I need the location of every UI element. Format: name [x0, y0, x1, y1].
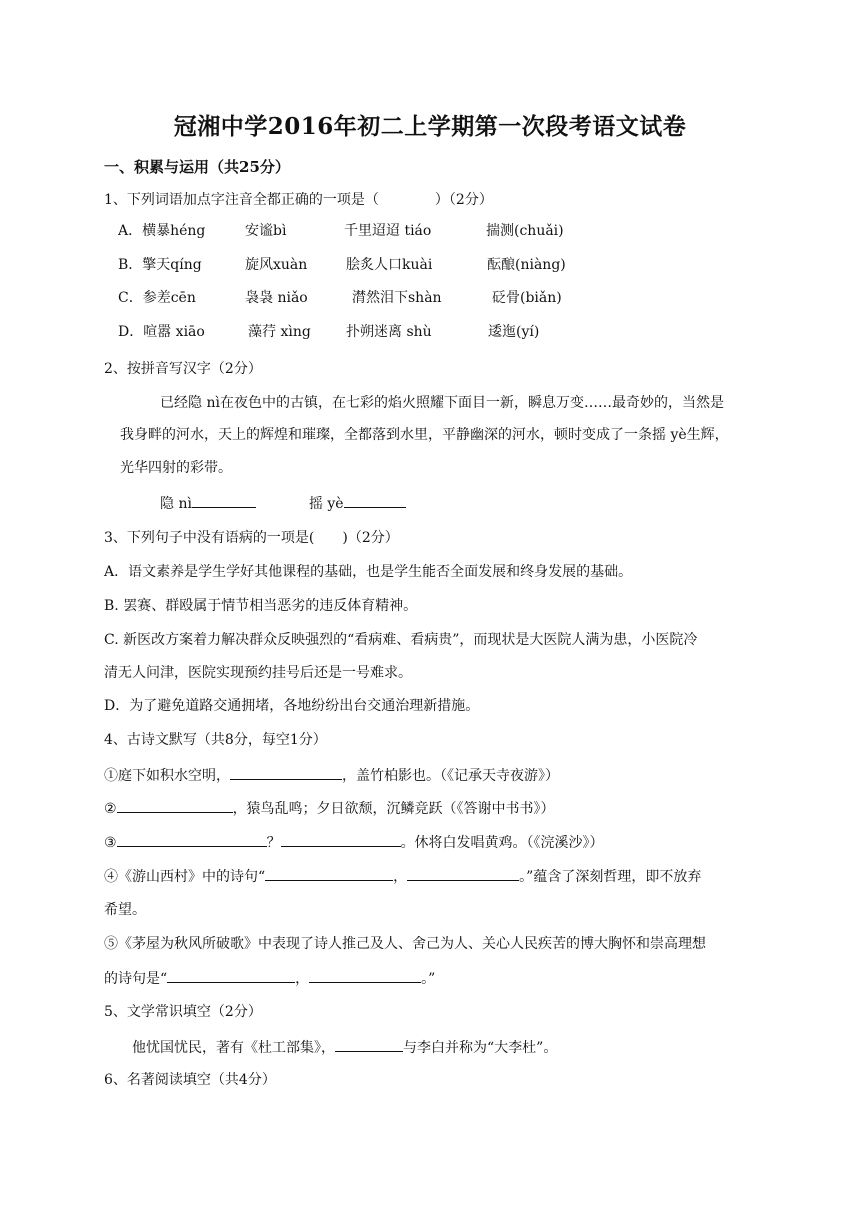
q1-c-item-2: 袅袅 niǎo: [245, 290, 308, 306]
page-title: 冠湘中学2016年初二上学期第一次段考语文试卷: [173, 113, 687, 140]
q2-paragraph-line-2: 我身畔的河水，天上的辉煌和璀璨，全都落到水里，平静幽深的河水，顿时变成了一条摇 yè生辉，: [120, 427, 729, 443]
q2-paragraph-line-3: 光华四射的彩带。: [120, 460, 232, 476]
q1-c-item-3: 潸然泪下shàn: [352, 290, 442, 306]
q4-item-2-text-b: ，猿鸟乱鸣；夕日欲颓，沉鳞竞跃（《答谢中书书》）: [232, 801, 555, 817]
q3-option-a: A．语文素养是学生学好其他课程的基础，也是学生能否全面发展和终身发展的基础。: [104, 564, 633, 580]
q1-a-item-1: A．横暴héng: [118, 223, 206, 239]
q4-item-5-blank-1[interactable]: [167, 968, 295, 983]
q5-text-b: 与李白并称为“大李杜”。: [403, 1040, 558, 1056]
q3-option-c-line-2: 清无人问津，医院实现预约挂号后还是一号难求。: [104, 665, 412, 681]
q4-item-4-blank-2[interactable]: [407, 866, 519, 881]
q5-text-a: 他忧国忧民，著有《杜工部集》，: [132, 1040, 335, 1056]
q1-c-item-1: C．参差cēn: [118, 290, 196, 306]
q1-a-item-2: 安谧bì: [245, 223, 287, 239]
q2-answer-2-label: 摇 yè: [308, 496, 344, 512]
q4-item-1-blank[interactable]: [230, 765, 342, 780]
q4-item-5-text-b: ，: [295, 971, 310, 987]
q3-option-b: B. 罢赛、群殴属于情节相当恶劣的违反体育精神。: [104, 598, 418, 614]
q4-item-3-blank-1[interactable]: [117, 832, 267, 847]
q1-b-item-4: 酝酿(niàng): [487, 257, 566, 273]
q4-item-4-text-c: 。”蕴含了深刻哲理，即不放弃: [519, 869, 702, 885]
q4-item-4-text-b: ，: [393, 869, 408, 885]
q1-b-item-2: 旋风xuàn: [245, 257, 308, 273]
q1-option-b: [118, 255, 566, 275]
q2-paragraph-line-1: 已经隐 nì在夜色中的古镇，在七彩的焰火照耀下面目一新，瞬息万变……最奇妙的，当然是: [160, 395, 724, 411]
q1-option-c: [118, 288, 562, 308]
q5-blank[interactable]: [335, 1037, 403, 1052]
q4-item-5-blank-2[interactable]: [309, 968, 421, 983]
question-5-stem: 5、文学常识填空（2分）: [104, 1004, 262, 1020]
q1-option-a: [118, 221, 564, 241]
question-2-stem: 2、按拼音写汉字（2分）: [104, 361, 262, 377]
q4-item-2-text-a: ②: [104, 801, 117, 817]
q1-a-item-4: 揣测(chuǎi): [486, 223, 564, 239]
question-1-stem: 1、下列词语加点字注音全都正确的一项是（ ）（2分）: [104, 192, 493, 208]
q1-b-item-3: 脍炙人口kuài: [346, 257, 433, 273]
q1-a-item-3: 千里迢迢 tiáo: [344, 223, 432, 239]
q4-item-3-text-c: 。休将白发唱黄鸡。（《浣溪沙》）: [400, 835, 604, 851]
q1-option-d: [118, 322, 539, 342]
q3-option-c-line-1: C. 新医改方案着力解决群众反映强烈的“看病难、看病贵”，而现状是大医院人满为患，小医院冷: [104, 632, 698, 648]
q4-item-3: [104, 832, 604, 853]
q4-item-5-line-2: [104, 968, 435, 989]
q4-item-4-text-a: ④《游山西村》中的诗句“: [104, 869, 266, 885]
q1-d-item-1: D．喧嚣 xiāo: [118, 324, 205, 340]
q1-d-item-4: 逶迤(yí): [488, 324, 540, 340]
q4-item-5-text-c: 。”: [421, 971, 436, 987]
q4-item-3-blank-2[interactable]: [281, 832, 401, 847]
q4-item-5-line-1: ⑤《茅屋为秋风所破歌》中表现了诗人推己及人、舍己为人、关心人民疾苦的博大胸怀和崇高理想: [104, 936, 706, 952]
q5-answer-line: [132, 1037, 557, 1058]
q1-d-item-2: 藻荇 xìng: [248, 324, 311, 340]
q2-answer-2-blank[interactable]: [344, 493, 406, 508]
q2-answer-1-blank[interactable]: [192, 493, 256, 508]
q1-b-item-1: B．擎天qíng: [118, 257, 202, 273]
q2-answer-1-label: 隐 nì: [160, 496, 192, 512]
q4-item-2-blank[interactable]: [117, 798, 233, 813]
q4-item-4-continued: 希望。: [104, 902, 146, 918]
q4-item-3-text-a: ③: [104, 835, 117, 851]
q4-item-2: [104, 798, 555, 819]
q4-item-4: [104, 866, 701, 887]
q4-item-1: [104, 765, 559, 786]
section-heading: 一、积累与运用（共25分）: [104, 158, 290, 176]
q4-item-3-text-b: ？: [266, 835, 281, 851]
question-3-stem: 3、下列句子中没有语病的一项是( )（2分）: [104, 530, 399, 546]
q4-item-4-blank-1[interactable]: [265, 866, 393, 881]
q4-item-5-text-a: 的诗句是“: [104, 971, 168, 987]
q2-answer-row: [160, 493, 406, 514]
q1-c-item-4: 砭骨(biǎn): [492, 290, 562, 306]
question-6-stem: 6、名著阅读填空（共4分）: [104, 1072, 276, 1088]
question-4-stem: 4、古诗文默写（共8分，每空1分）: [104, 732, 327, 748]
q4-item-1-text-b: ，盖竹柏影也。（《记承天寺夜游》）: [342, 768, 559, 784]
q3-option-d: D．为了避免道路交通拥堵，各地纷纷出台交通治理新措施。: [104, 698, 480, 714]
q1-d-item-3: 扑朔迷离 shù: [346, 324, 432, 340]
q4-item-1-text-a: ①庭下如积水空明，: [104, 768, 230, 784]
